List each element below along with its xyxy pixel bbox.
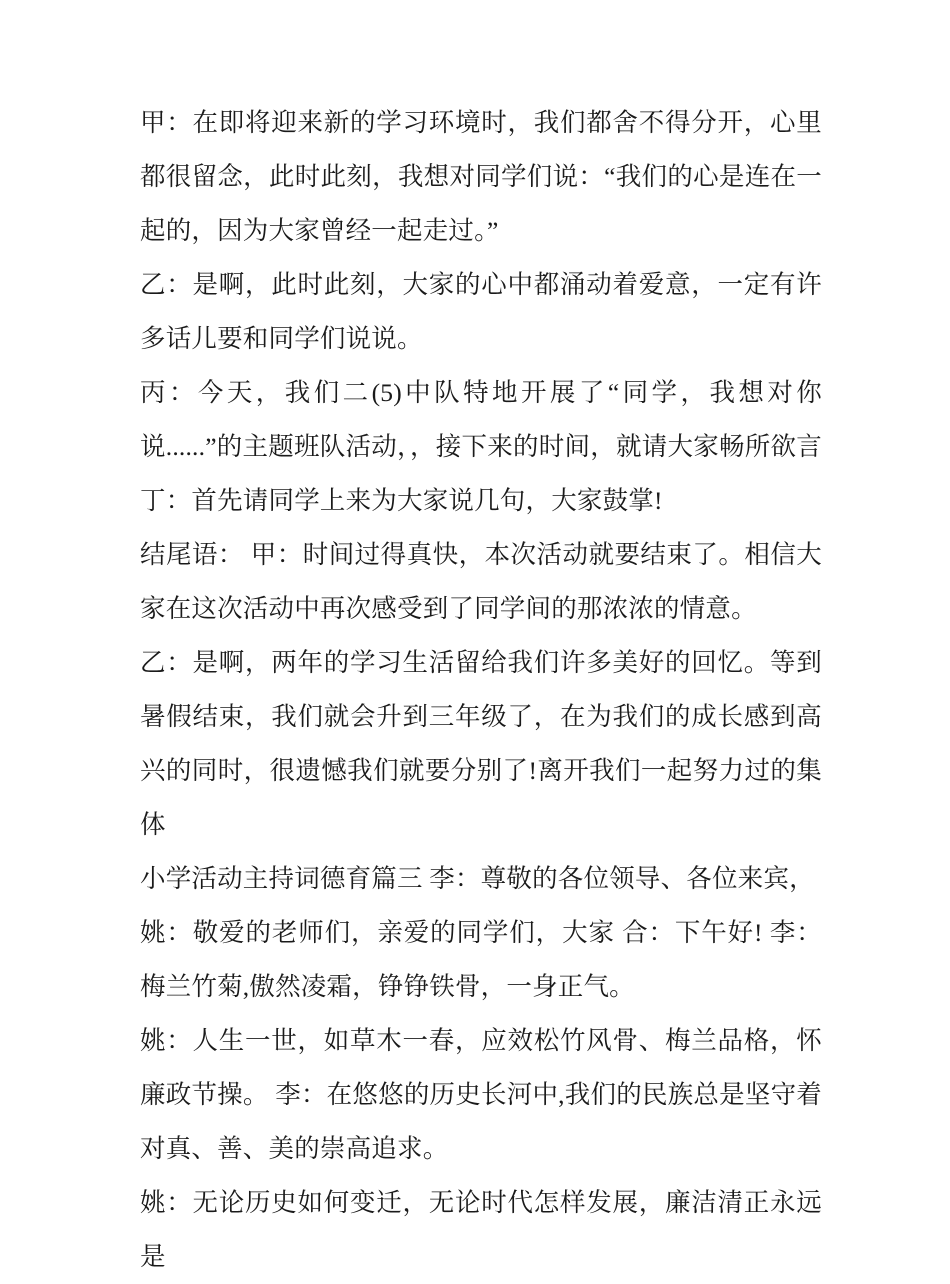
paragraph: 姚：人生一世，如草木一春，应效松竹风骨、梅兰品格，怀廉政节操。 李：在悠悠的历史长河中,我们的民族总是坚守着对真、善、美的崇高追求。 [140,1026,822,1163]
paragraph: 姚：无论历史如何变迁，无论时代怎样发展，廉洁清正永远是 [140,1188,822,1271]
paragraph: 结尾语： 甲：时间过得真快，本次活动就要结束了。相信大家在这次活动中再次感受到了同学间的那浓浓的情意。 [140,540,822,623]
paragraph: 丙：今天，我们二(5)中队特地开展了“同学，我想对你说......”的主题班队活动，，接下来的时间，就请大家畅所欲言 丁：首先请同学上来为大家说几句，大家鼓掌! [140,378,822,515]
paragraph: 乙：是啊，两年的学习生活留给我们许多美好的回忆。等到暑假结束，我们就会升到三年级了，在为我们的成长感到高兴的同时，很遗憾我们就要分别了!离开我们一起努力过的集体 [140,648,822,839]
paragraph: 小学活动主持词德育篇三 李：尊敬的各位领导、各位来宾， [140,864,815,893]
paragraph: 乙：是啊，此时此刻，大家的心中都涌动着爱意，一定有许多话儿要和同学们说说。 [140,270,822,353]
document-body [140,96,822,1284]
paragraph: 姚：敬爱的老师们，亲爱的同学们，大家 合：下午好! 李：梅兰竹菊,傲然凌霜，铮铮铁骨，一身正气。 [140,918,822,1001]
paragraph: 甲：在即将迎来新的学习环境时，我们都舍不得分开，心里都很留念，此时此刻，我想对同学们说：“我们的心是连在一起的，因为大家曾经一起走过。” [140,108,822,245]
